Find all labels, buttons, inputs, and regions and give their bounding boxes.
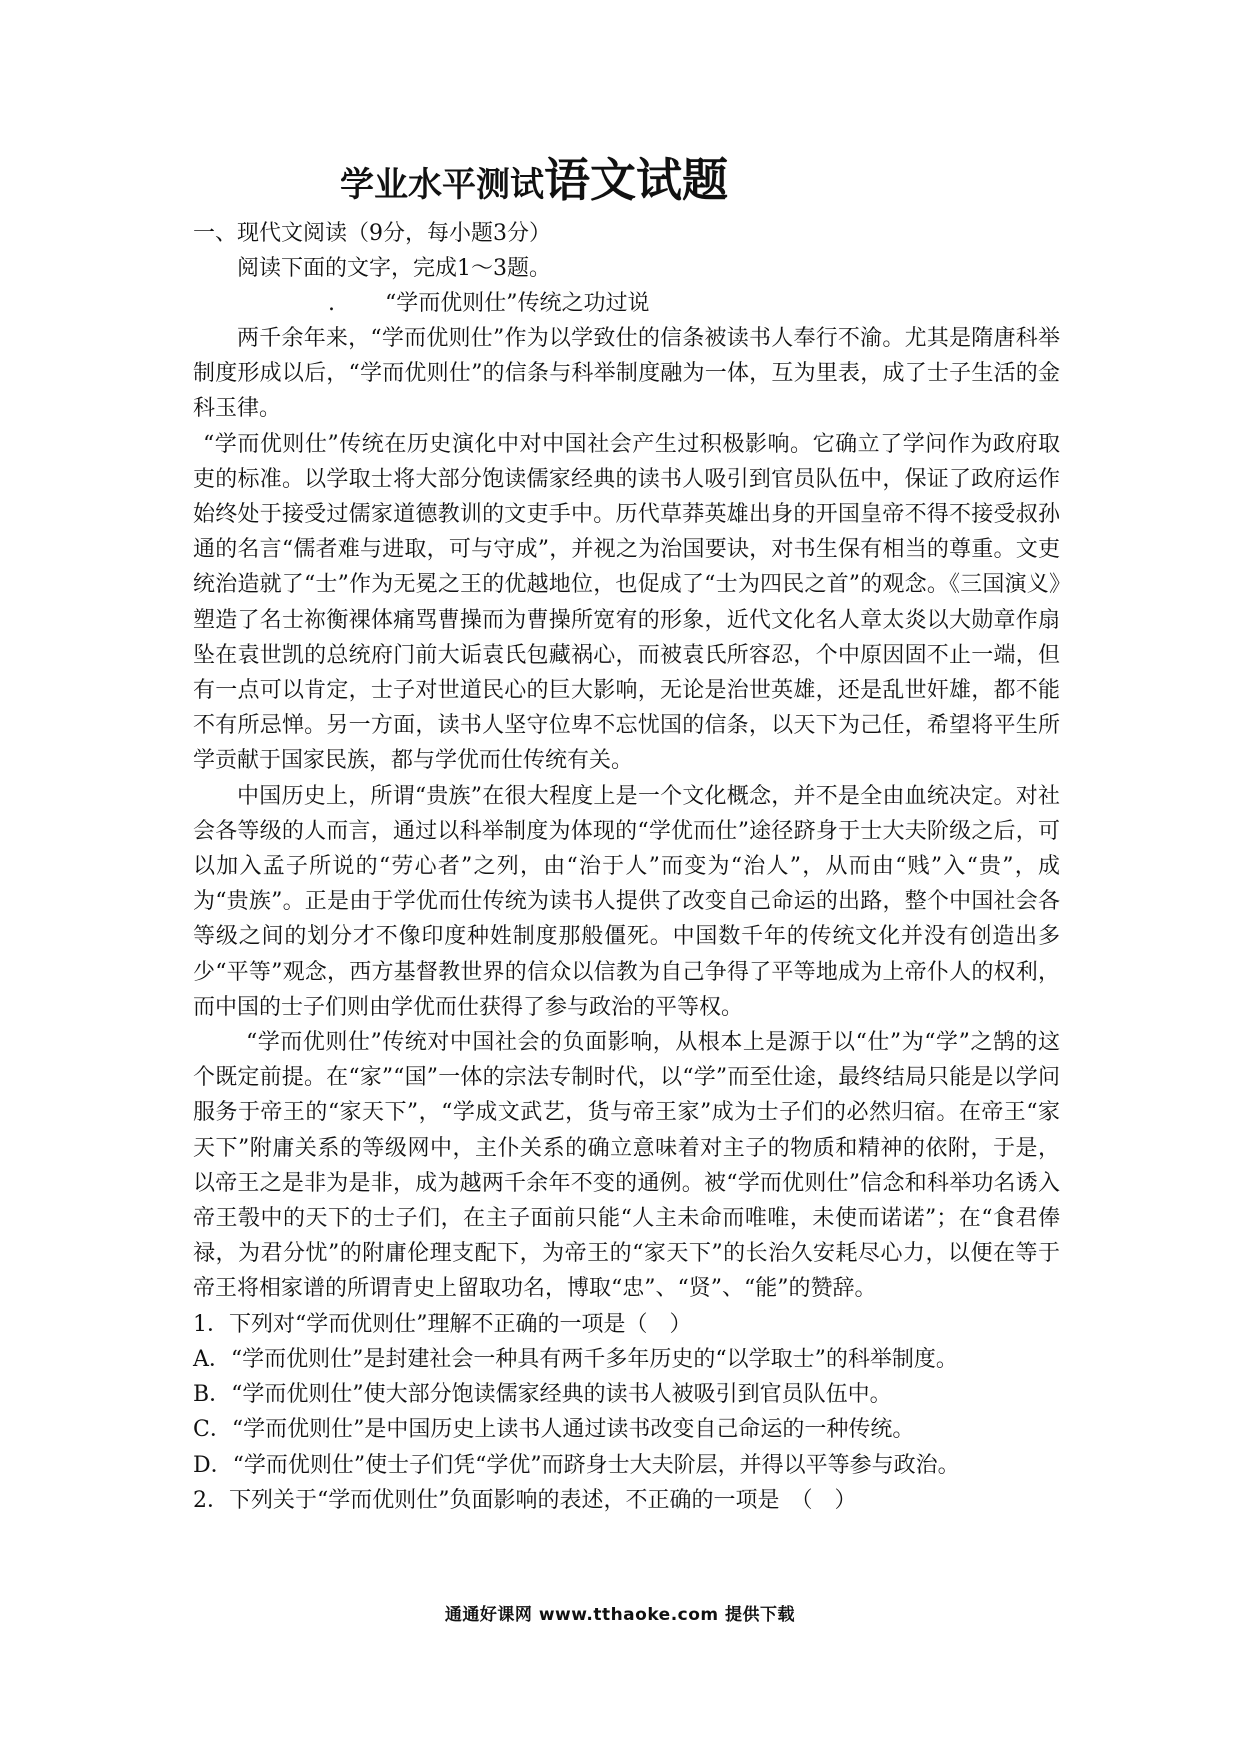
question-1-option-d: D．“学而优则仕”使士子们凭“学优”而跻身士大夫阶层，并得以平等参与政治。 (193, 1452, 960, 1478)
article-title: “学而优则仕”传统之功过说 (385, 291, 650, 316)
article-paragraph-3: 中国历史上，所谓“贵族”在很大程度上是一个文化概念，并不是全由血统决定。对社会各等级的人而言，通过以科举制度为体现的“学优而仕”途径跻身于士大夫阶级之后，可以加入孟子所说的“劳心者”之列，由“治于人”而变为“治人”，从而由“贱”入“贵”，成为“贵族”。正是由于学优而仕传统为读书人提供了改变自己命运的出路，整个中国社会各等级之间的划分才不像印度种姓制度那般僵死。中国数千年的传统文化并没有创造出多少“平等”观念，西方基督教世界的信众以信教为自己争得了平等地成为上帝仆人的权利，而中国的士子们则由学优而仕获得了参与政治的平等权。 (193, 783, 1060, 1020)
exam-page (193, 150, 1060, 1518)
section-heading: 一、现代文阅读（9分，每小题3分） (193, 221, 551, 246)
footer-credit: 通通好课网 www.tthaoke.com 提供下载 (444, 1605, 796, 1625)
article-title-line (193, 286, 1060, 321)
article-paragraph-4: “学而优则仕”传统对中国社会的负面影响，从根本上是源于以“仕”为“学”之鹄的这个既定前提。在“家”“国”一体的宗法专制时代，以“学”而至仕途，最终结局只能是以学问服务于帝王的“家天下”，“学成文武艺，货与帝王家”成为士子们的必然归宿。在帝王“家天下”附庸关系的等级网中，主仆关系的确立意味着对主子的物质和精神的依附，于是，以帝王之是非为是非，成为越两千余年不变的通例。被“学而优则仕”信念和科举功名诱入帝王彀中的天下的士子们，在主子面前只能“人主未命而唯唯，未使而诺诺”；在“食君俸禄，为君分忧”的附庸伦理支配下，为帝王的“家天下”的长治久安耗尽心力，以便在等于帝王将相家谱的所谓青史上留取功名，博取“忠”、“贤”、“能”的赞辞。 (193, 1030, 1060, 1302)
title-part1: 学业水平测试 (340, 165, 544, 205)
question-1-stem: 1．下列对“学而优则仕”理解不正确的一项是（ ） (193, 1311, 692, 1337)
stray-mark: . (328, 291, 335, 316)
title-part2: 语文试题 (544, 153, 728, 207)
question-2-stem: 2．下列关于“学而优则仕”负面影响的表述，不正确的一项是 （ ） (193, 1487, 857, 1513)
question-1-option-c: C．“学而优则仕”是中国历史上读书人通过读书改变自己命运的一种传统。 (193, 1417, 915, 1443)
section-instruction: 阅读下面的文字，完成1～3题。 (237, 256, 551, 281)
page-title (340, 150, 1060, 210)
article-paragraph-2: “学而优则仕”传统在历史演化中对中国社会产生过积极影响。它确立了学问作为政府取吏的标准。以学取士将大部分饱读儒家经典的读书人吸引到官员队伍中，保证了政府运作始终处于接受过儒家道德教训的文吏手中。历代草莽英雄出身的开国皇帝不得不接受叔孙通的名言“儒者难与进取，可与守成”，并视之为治国要诀，对书生保有相当的尊重。文吏统治造就了“士”作为无冕之王的优越地位，也促成了“士为四民之首”的观念。《三国演义》塑造了名士祢衡裸体痛骂曹操而为曹操所宽宥的形象，近代文化名人章太炎以大勋章作扇坠在袁世凯的总统府门前大诟袁氏包藏祸心，而被袁氏所容忍，个中原因固不止一端，但有一点可以肯定，士子对世道民心的巨大影响，无论是治世英雄，还是乱世奸雄，都不能不有所忌惮。另一方面，读书人坚守位卑不忘忧国的信条，以天下为己任，希望将平生所学贡献于国家民族，都与学优而仕传统有关。 (193, 431, 1060, 774)
question-1-option-a: A．“学而优则仕”是封建社会一种具有两千多年历史的“以学取士”的科举制度。 (193, 1346, 958, 1372)
article-paragraph-1: 两千余年来，“学而优则仕”作为以学致仕的信条被读书人奉行不渝。尤其是隋唐科举制度形成以后，“学而优则仕”的信条与科举制度融为一体，互为里表，成了士子生活的金科玉律。 (193, 326, 1060, 422)
question-1-option-b: B．“学而优则仕”使大部分饱读儒家经典的读书人被吸引到官员队伍中。 (193, 1382, 892, 1408)
